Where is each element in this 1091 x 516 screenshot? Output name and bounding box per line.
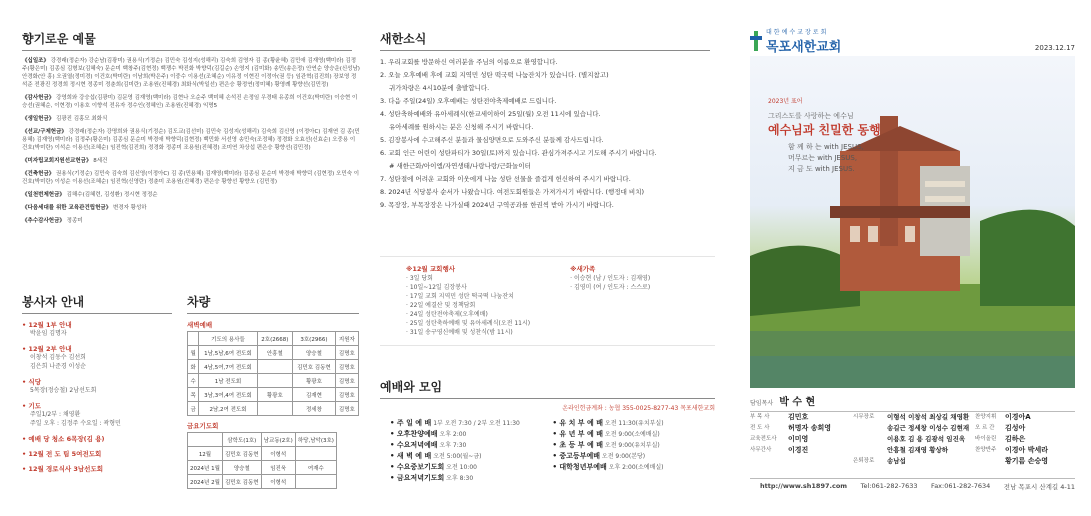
staff-directory [750,412,1075,467]
worship-time: 오후 2:00 [437,431,467,438]
left-column [22,0,360,516]
table-row [188,388,359,402]
offering-paragraph: 《선교/구제헌금》 강경래(정순자) 강명희와 권용식(기정순) 김도교(김선미) 김민숙 김성지(성해리) 김숙희 김신영 (이정아C) 김재연 김 종(민용혜) 김재영(백미라) 김정주(황은미) 김종심 문순미 박경애 박향덕(김현정) 백민화 서선영 송민숙(조정혜) 정경화 오효선(신효순) 오중용 이건호(박미란) 이석순 이용선(조혜순) 임진혁(김진희) 정경화 정종미 조용원(진혜경) 조미연 차상섭 편은승 황향선(김민정) [22,129,360,151]
church-logo [750,27,841,55]
news-list [380,57,720,211]
offering-paragraph: 《감사헌금》 강영희와 강승섭(김광미) 김문영 김재영(백미라) 김현나 오순주 백미혜 손석진 손정임 우경태 유종희 이건호(박미란) 이승현 이승선(권혜순, 이현경) 이용호 이향석 전유자 정수인(정혜인) 조용원(진혜경) 익명5 [22,95,358,109]
offering-category: 《건축헌금》 [22,171,55,177]
staff-role: 시무장로 [853,414,875,420]
table-row [188,402,359,416]
church-photo [750,56,1075,388]
table-cell: 김명호 [335,346,358,360]
volunteer-group [22,434,172,443]
dawn-service-subtitle: 새벽예배 [187,321,213,329]
volunteer-title: 봉사자 안내 [22,293,172,314]
worship-name: • 수요중보기도회 [390,463,445,471]
worship-name: • 오후찬양예배 [390,430,438,438]
offering-category: 《선교/구제헌금》 [22,129,67,135]
table-cell: 김명호 [335,388,358,402]
offering-category: 《감사헌금》 [22,95,55,101]
offering-paragraph: 《일천번제헌금》 김해수(김혜련, 김성환) 정시현 정정순 [22,192,158,198]
event-item: · 17일 교회 지역민 성탄 떡국떡 나눔잔치 [406,293,514,300]
volunteer-heading: • 12월 1부 안내 [22,321,72,329]
vehicle-title: 차량 [187,293,359,314]
volunteer-heading: • 기도 [22,402,41,410]
offering-paragraph: 《추수감사헌금》 정종미 [22,218,83,224]
table-header-cell: 남교동(2호) [261,433,295,447]
news-item: 5. 김장봉사에 수고해주신 분들과 물심양면으로 도와주신 분들께 감사드립니다. [380,136,604,144]
news-section [380,30,720,211]
worship-name: • 유 치 부 예 배 [552,419,603,427]
volunteer-group [22,377,172,395]
news-item: # 새한근화/아이엠/자연생태/나랑나랑/근화놀이터 [389,162,531,170]
table-cell: 화 [188,360,199,374]
worship-item [553,451,716,462]
table-cell [188,332,199,346]
volunteer-line: 주일 오후 : 김정주 수요일 : 곽형민 [30,420,121,427]
staff-role: 사무간사 [750,447,772,453]
banner-line1: 그리스도를 사랑하는 예수님 [768,112,854,120]
event-item: · 3일 당회 [406,275,433,282]
worship-time: 오전 9:00(소예배실) [602,431,660,438]
staff-role: 부 목 사 [750,414,770,420]
friday-prayer-subtitle: 금요기도회 [187,422,219,430]
news-item: 1. 우리교회를 방문하신 여러분을 주님의 이름으로 환영합니다. [380,58,558,66]
worship-time: 오전 9:00(본당) [599,453,646,460]
table-cell: 1남 전도회 [199,374,257,388]
volunteer-line: 이창석 김동수 김선희 [30,354,86,361]
table-cell: 4남,5여,7여 전도회 [199,360,257,374]
offering-paragraph: 《건축헌금》 권용식(기정순) 김민숙 김숙희 김신영(이정아C) 김 종(민용혜) 김재영(백미라) 김종심 문순미 박경애 박향덕 (김현정) 오민숙 이건호(박미란) 이성순 이용선(조혜순) 임진혁(신영란) 정춘미 조용원(진혜경) 편은승 황향선 황향오 (김민정) [22,171,360,185]
worship-time: 오전 9:00(유치부실) [602,442,660,449]
table-row [188,360,359,374]
worship-name: • 대학청년부예배 [552,463,607,471]
table-cell: 2024년 1월 [188,461,223,475]
table-cell: 임진욱 [261,461,295,475]
table-cell [257,402,293,416]
denomination-label: 대한예수교장로회 [766,29,829,36]
event-item: · 31일 송구영신예배 및 성찬식(밤 11시) [406,329,513,336]
table-cell: 김명호 [335,360,358,374]
staff-role: 전 도 사 [750,425,770,431]
offering-title: 향기로운 예물 [22,30,352,51]
banner-verse [788,142,864,175]
staff-name: 이용호 김 용 김광석 임진욱 [887,435,966,443]
new-family-item: · 김영미 (여 / 인도자 : 스스로) [570,284,651,291]
volunteer-section [22,293,172,479]
worship-schedule [380,418,715,484]
staff-name: 이경아A [1005,413,1031,421]
news-item: 2. 오늘 오후예배 후에 교회 지역민 성탄 떡국떡 나눔잔치가 있습니다. (별지참고) [380,71,609,79]
church-name: 목포새한교회 [766,40,842,55]
footer-address: 전남 목포시 산계길 4-11 [1003,483,1075,491]
staff-name: 김성아 [1005,424,1026,432]
news-item: 6. 교회 인근 어린이 성탄파티가 30일(토)까지 있습니다. 관심가져주시고 기도해 주시기 바랍니다. [380,149,657,157]
volunteer-heading: • 12월 경로식사 3남선도회 [22,465,104,473]
table-cell: 김재현 [293,388,336,402]
staff-role: 교육전도사 [750,436,777,442]
worship-item [390,451,553,462]
table-cell: 이형석 [261,475,295,489]
footer-tel: Tel:061-282-7633 [860,482,918,490]
table-cell: 2남,2여 전도회 [199,402,257,416]
table-header-cell [188,433,223,447]
volunteer-heading: • 식당 [22,378,41,386]
news-title: 새한소식 [380,30,710,51]
worship-time: 오전 10:00 [444,464,477,471]
table-header-cell: 삼학도(1호) [222,433,261,447]
bulletin-date: 2023.12.17 [1034,44,1075,52]
footer-fax: Fax:061-282-7634 [931,482,991,490]
volunteer-group [22,449,172,458]
worship-item [390,429,553,440]
table-cell: 1남,5남,6여 전도회 [199,346,257,360]
worship-item [553,440,716,451]
table-row [188,374,359,388]
online-offering-account: 온라인헌금계좌 : 농협 355-0025-8277-43 목포새한교회 [562,405,715,412]
worship-name: • 수요저녁예배 [390,441,438,449]
staff-role: 바이올린 [975,436,997,442]
table-cell: 수 [188,374,199,388]
table-header-cell: 지원자 [335,332,358,346]
table-cell: 안흥철 [257,346,293,360]
staff-name: 안흥철 김재영 황상하 [887,446,949,454]
worship-name: • 새 벽 예 배 [390,452,432,460]
staff-name: 송남섭 [887,457,906,465]
staff-name: 허명자 송희영 [788,424,832,432]
table-header-cell: 2호(2668) [257,332,293,346]
staff-name: 이미영 [788,435,809,443]
worship-item [390,462,553,473]
volunteer-list [22,320,172,473]
table-cell: 목 [188,388,199,402]
offering-category: 《미자립교회지원선교헌금》 [22,158,92,164]
banner-line3: 함 께 하 는 with JESUS, [788,143,864,151]
table-cell: 월 [188,346,199,360]
middle-column [380,0,720,516]
church-building-illustration [750,56,1075,388]
event-item: · 22일 예결산 및 정책담회 [406,302,476,309]
news-item: 7. 성탄절에 어려운 교회와 이웃에게 나눔 성탄 선물을 즐겁게 헌신하여 주시기 바랍니다. [380,175,631,183]
table-row [188,346,359,360]
table-row [188,447,337,461]
worship-item [553,462,716,473]
volunteer-group [22,464,172,473]
banner-motto: 예수님과 친밀한 동행 [768,123,881,137]
offering-paragraph: 《미자립교회지원선교헌금》 8세건 [22,158,108,164]
volunteer-line: 주일1/2부 : 채영환 [30,411,81,418]
new-family-heading: ※새가족 [570,265,596,273]
cross-icon [750,31,762,51]
table-header-cell: 하당,남악(3호) [295,433,336,447]
banner-line4: 머무르는 with JESUS, [788,154,858,162]
table-cell [295,475,336,489]
table-cell: 양승철 [293,346,336,360]
worship-item [390,418,553,429]
worship-time: 오후 8:30 [444,475,474,482]
staff-name: 이경진 [788,446,809,454]
offering-category: 《생일헌금》 [22,116,55,122]
worship-name: • 초 등 부 예 배 [552,441,603,449]
volunteer-heading: • 12월 전 도 팀 5여전도회 [22,450,102,458]
news-item: 8. 2024년 식당봉사 순서가 나왔습니다. 여전도회원들은 가져가시기 바랍니다. (행정대 비치) [380,188,645,196]
table-cell: 황광호 [257,388,293,402]
volunteer-group [22,401,172,428]
table-cell: 황광호 [293,374,336,388]
offering-list [22,57,360,225]
volunteer-heading: • 예배 당 청소 6목장(김 용) [22,435,105,443]
worship-time: 오전 5:00(월~금) [431,453,482,460]
worship-item [390,473,553,484]
staff-name: 이형석 이창석 최상길 채영환 [887,413,970,421]
worship-name: • 금요저녁기도회 [390,474,445,482]
banner-year: 2023년 표어 [768,98,803,105]
new-family-item: · 이승현 (남 / 인도자 : 김재영) [570,275,651,282]
website-link[interactable]: http://www.sh1897.com [760,482,848,490]
church-events [388,265,530,337]
info-box [380,256,715,346]
table-cell [257,374,293,388]
table-cell [295,447,336,461]
table-header-cell: 기도의 용사들 [199,332,257,346]
table-header-cell: 3호(2966) [293,332,336,346]
worship-item [553,429,716,440]
dawn-vehicle-table [187,331,359,416]
table-cell: 정세창 [293,402,336,416]
table-cell: 3남,3여,4여 전도회 [199,388,257,402]
news-item: 3. 다음 주일(24일) 오후예배는 성탄전야축제예배로 드립니다. [380,97,557,105]
offering-paragraph: 《십일조》 강경래(정순자) 강순남(김광미) 권용식(기정순) 김민숙 김성지(성해리) 김숙희 김영자 김 종(황윤혜) 김민애 김재영(백미라) 김정주(황은미) 김종심 김형보(김혜숙) 문순미 백창주(김현정) 백쟁수 박진화 박향덕(김길순) 손영지 (김미화) 송민(송은정) 안연순 양승운(신성남) 안경화(안 흥) 오권열(정미경) 이건호(박미란) 이남희(박은주) 이중수 이용선(조혜순) 이유정 이현진 이정아(권 등) 임관혁(김진희) 장보영 정석준 전광진 정경희 정시현 정종미 정춘희(김미란) 조용원(진혜경) 최화식(박일선) 편은승 황정연(정미혜) 황영례 황향선(김민정) [22,58,360,88]
friday-vehicle-table [187,432,337,489]
table-cell: 김민호 김동현 [222,475,261,489]
table-cell: 김민호 김동현 [293,360,336,374]
staff-name: 송길근 정세창 이성수 김현재 [887,424,970,432]
worship-name: • 중고등부예배 [552,452,600,460]
offering-category: 《추수감사헌금》 [22,218,65,224]
volunteer-line: 박윤임 김명자 [30,330,67,337]
table-header-row [188,332,359,346]
volunteer-line: 김은희 나준경 이성순 [30,363,86,370]
banner-line5: 지 금 도 with JESUS. [788,165,855,173]
right-column [750,0,1075,516]
table-cell: 김명호 [335,374,358,388]
pastor-label: 담임목사 [750,400,774,407]
staff-name: 김민호 [788,413,809,421]
news-item: 4. 성탄축하예배와 유아세례식(한교세이하이 25일(월) 오전 11시에 있습니다. [380,110,601,118]
new-family [570,265,650,337]
staff-role: 은퇴장로 [853,458,875,464]
volunteer-line: 5목장(정승철) 2남선도회 [30,387,97,394]
table-row [188,475,337,489]
offering-category: 《일천번제헌금》 [22,192,65,198]
volunteer-group [22,344,172,371]
worship-title: 예배와 모임 [380,378,715,399]
table-cell: 김민호 김동현 [222,447,261,461]
event-item: · 24일 성탄전야축제(오후예배) [406,311,488,318]
worship-item [390,440,553,451]
offering-paragraph: 《생일헌금》 김광진 김홍모 최화식 [22,116,108,122]
table-cell: 김명호 [335,402,358,416]
offering-section [22,30,360,225]
worship-time: 1부 오전 7:30 / 2부 오전 11:30 [431,420,520,427]
volunteer-group [22,320,172,338]
table-cell: 양승철 [222,461,261,475]
table-cell: 2024년 2월 [188,475,223,489]
table-row [188,461,337,475]
table-cell [257,360,293,374]
news-item: 유아세례를 원하시는 분은 신청해 주시기 바랍니다. [389,123,534,131]
news-item: 귀가차량은 4시10분에 출발합니다. [389,84,490,92]
staff-name: 이경아 박세라 [1005,446,1049,454]
offering-category: 《십일조》 [22,58,49,64]
worship-name: • 유 년 부 예 배 [552,430,603,438]
table-cell: 이형석 [261,447,295,461]
event-item: · 10일~12일 김장봉사 [406,284,467,291]
staff-name: 김하은 [1005,435,1026,443]
worship-item [553,418,716,429]
staff-role: 찬양지휘 [975,414,997,420]
vehicle-section [187,293,359,489]
event-item: · 25일 성탄축하예배 및 유아세례식(오전 11시) [406,320,531,327]
pastor-name: 박 수 현 [779,397,816,408]
news-item: 9. 목장장, 부목장장은 나가실때 2024년 구역공과를 한권씩 받아 가시기 바랍니다. [380,201,614,209]
table-cell: 12월 [188,447,223,461]
offering-category: 《다음세대를 위한 교육관건립헌금》 [22,205,112,211]
worship-time: 오전 11:30(유치부실) [602,420,664,427]
events-heading: ※12월 교회행사 [406,265,456,273]
footer [750,478,1075,491]
staff-role: 오 르 간 [975,425,995,431]
worship-section [380,378,715,484]
staff-name: 황기름 손승영 [1005,457,1049,465]
offering-paragraph: 《다음세대를 위한 교육관건립헌금》 변경자 황성하 [22,205,147,211]
table-header-row [188,433,337,447]
table-cell: 여재수 [295,461,336,475]
staff-role: 찬양반주 [975,447,997,453]
worship-time: 오후 2:00(소예배실) [606,464,664,471]
table-cell: 금 [188,402,199,416]
volunteer-heading: • 12월 2부 안내 [22,345,72,353]
worship-name: • 주 일 예 배 [390,419,432,427]
worship-time: 오후 7:30 [437,442,467,449]
pastor-row [750,393,1075,412]
